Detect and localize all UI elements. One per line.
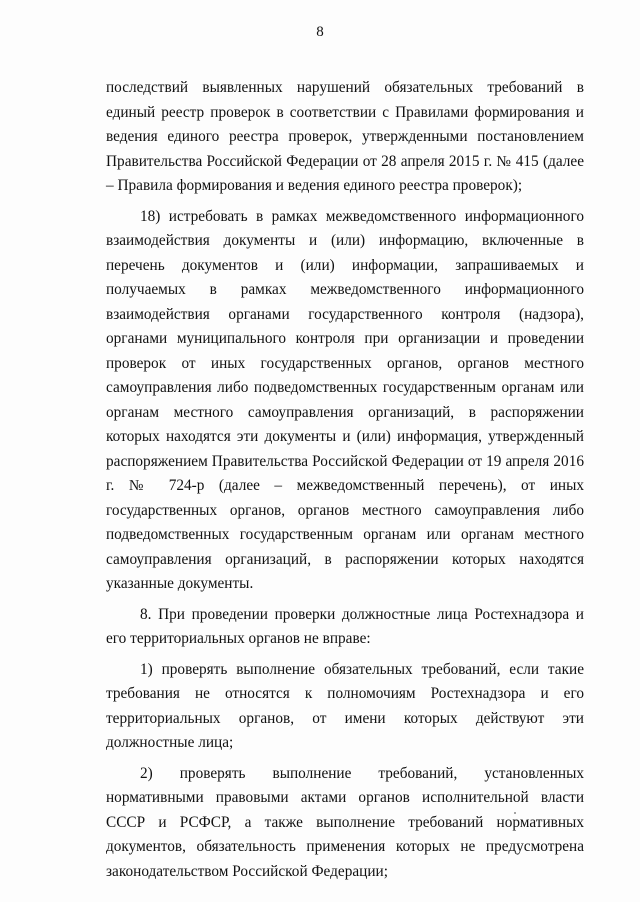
paragraph-continuation: последствий выявленных нарушений обязательных требований в единый реестр проверок в соответствии с Правилами формирования и ведения единого реестра проверок, утвержденными постановлением Правительства Российской Федерации от 28 апреля 2015 г. № 415 (далее – Правила формирования и ведения единого реестра проверок); bbox=[106, 79, 584, 194]
page-number: 8 bbox=[316, 24, 324, 40]
document-body bbox=[106, 76, 584, 884]
paragraph-item-1: 1) проверять выполнение обязательных требований, если такие требования не относятся к полномочиям Ростехнадзора и его территориальных органов, от имени которых действуют эти должностные лица; bbox=[106, 660, 584, 751]
paragraph-item-2: 2) проверять выполнение требований, установленных нормативными правовыми актами органов исполнительной власти СССР и РСФСР, а также выполнение требований нормативных документов, обязательность применения которых не предусмотрена законодательством Российской Федерации; bbox=[106, 764, 584, 880]
scan-speck bbox=[514, 812, 516, 814]
paragraph-item-18: 18) истребовать в рамках межведомственного информационного взаимодействия документы и (или) информацию, включенные в перечень документов и (или) информации, запрашиваемых и получаемых в рамках межведомственного информационного взаимодействия органами государственного контроля (надзора), органами муниципального контроля при организации и проведении проверок от иных государственных органов, органов местного самоуправления либо подведомственных государственным органам или органам местного самоуправления организаций, в распоряжении которых находятся эти документы и (или) информация, утвержденный распоряжением Правительства Российской Федерации от 19 апреля 2016 г. № 724-р (далее – межведомственный перечень), от иных государственных органов, органов местного самоуправления либо подведомственных государственным органам или органам местного самоуправления организаций, в распоряжении которых находятся указанные документы. bbox=[106, 207, 584, 592]
paragraph-section-8: 8. При проведении проверки должностные лица Ростехнадзора и его территориальных органов не вправе: bbox=[106, 605, 584, 647]
